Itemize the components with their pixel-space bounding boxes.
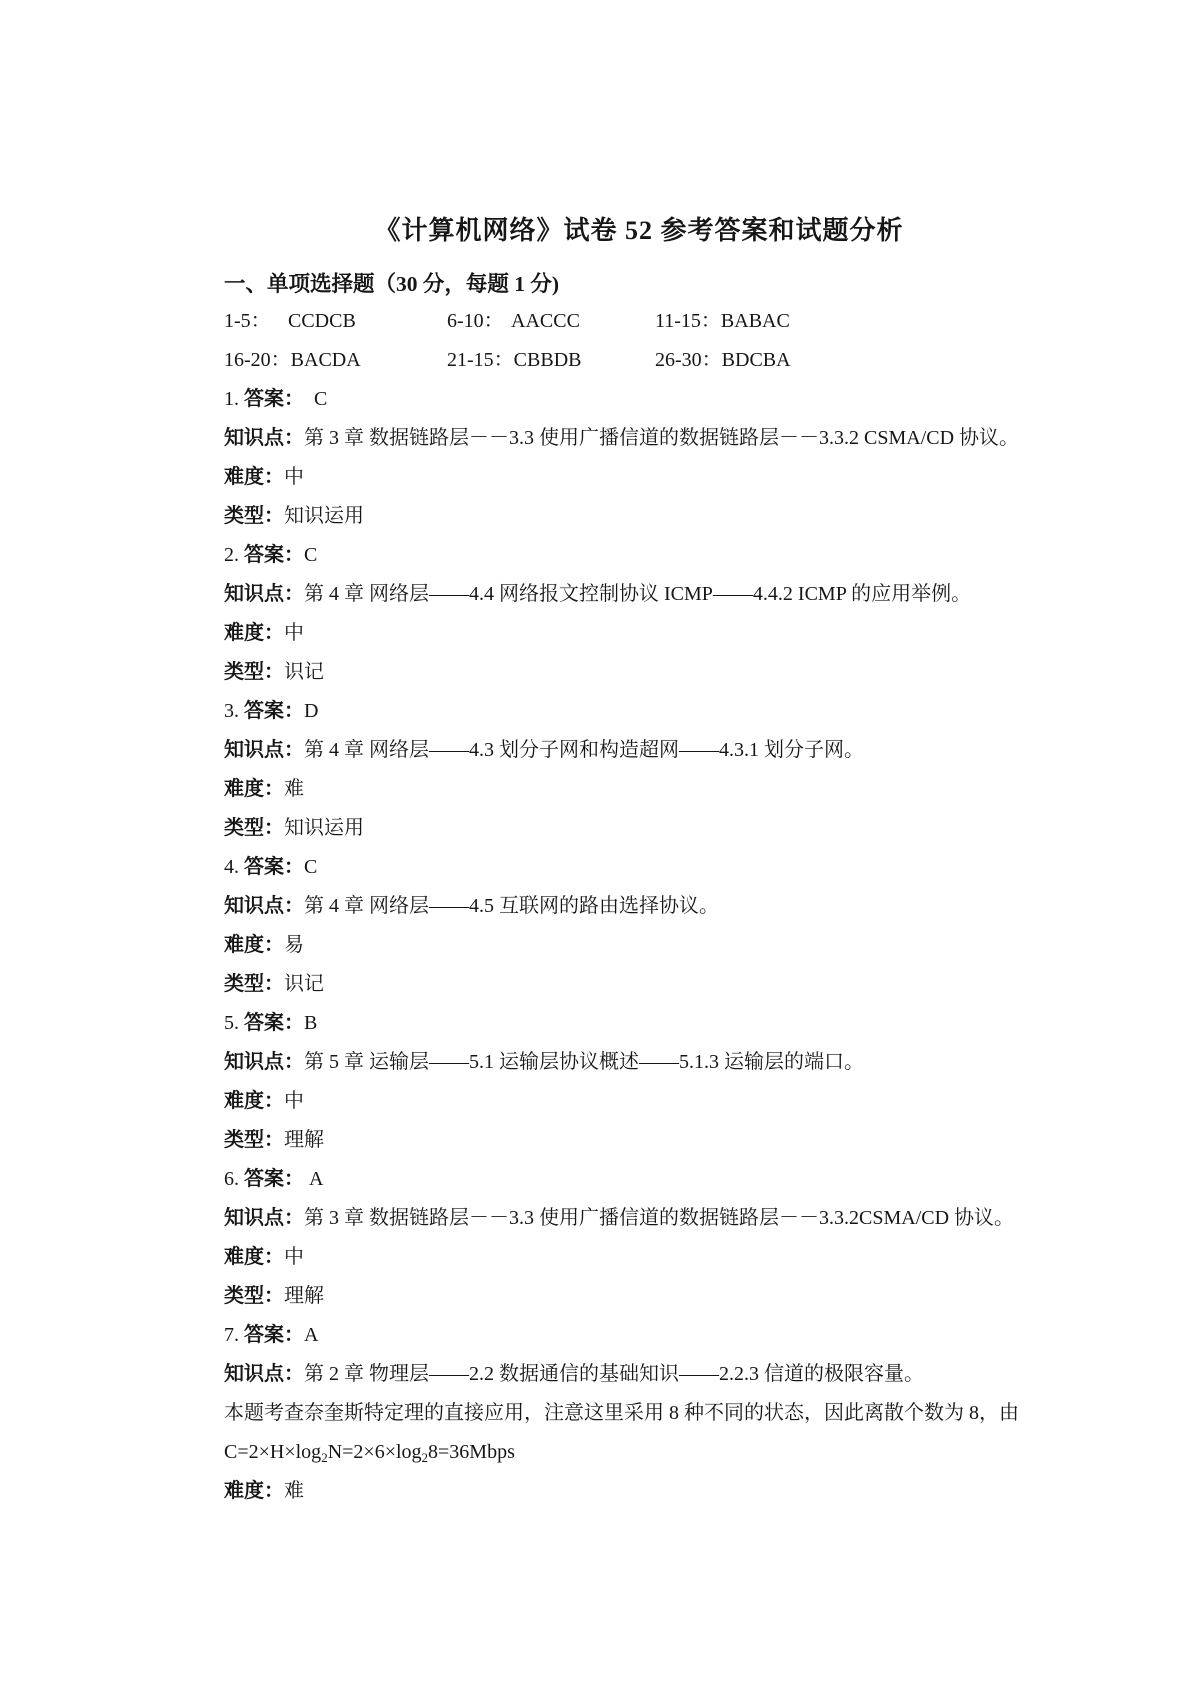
difficulty-label: 难度： xyxy=(224,1246,284,1268)
type-label: 类型： xyxy=(224,505,284,527)
type-line xyxy=(224,1277,1054,1316)
knowledge-point-line xyxy=(224,419,1054,458)
answer-letters: BACDA xyxy=(290,349,361,371)
answer-summary-cell xyxy=(655,341,1054,380)
answer-value: B xyxy=(304,1012,318,1034)
difficulty-line xyxy=(224,458,1054,497)
difficulty-label: 难度： xyxy=(224,1090,284,1112)
answer-range: 6-10： xyxy=(447,310,504,332)
knowledge-point-text: 第 2 章 物理层——2.2 数据通信的基础知识——2.2.3 信道的极限容量。 xyxy=(304,1363,924,1385)
answer-line xyxy=(224,380,1054,419)
answer-letters: BABAC xyxy=(720,310,790,332)
question-number: 4. xyxy=(224,856,244,878)
knowledge-point-line xyxy=(224,575,1054,614)
formula-part: N=2×6×log xyxy=(327,1441,422,1463)
question-number: 1. xyxy=(224,388,244,410)
explanation-line: 本题考查奈奎斯特定理的直接应用，注意这里采用 8 种不同的状态，因此离散个数为 8，由 xyxy=(224,1402,1019,1424)
answer-summary-cell xyxy=(447,302,655,341)
difficulty-label: 难度： xyxy=(224,622,284,644)
type-label: 类型： xyxy=(224,1285,284,1307)
page-title: 《计算机网络》试卷 52 参考答案和试题分析 xyxy=(374,216,904,245)
answer-summary-row xyxy=(224,302,1054,341)
difficulty-value: 中 xyxy=(284,1090,304,1112)
answer-label: 答案： xyxy=(244,1324,304,1346)
answer-value: A xyxy=(304,1324,319,1346)
difficulty-value: 中 xyxy=(284,466,304,488)
answer-range: 21-15： xyxy=(447,349,514,371)
difficulty-label: 难度： xyxy=(224,934,284,956)
section-heading: 一、单项选择题（30 分，每题 1 分) xyxy=(224,272,560,296)
knowledge-point-line xyxy=(224,1355,1054,1394)
question-number: 7. xyxy=(224,1324,244,1346)
formula-subscript: 2 xyxy=(421,1450,429,1465)
answer-value: C xyxy=(304,856,318,878)
knowledge-point-text: 第 4 章 网络层——4.3 划分子网和构造超网——4.3.1 划分子网。 xyxy=(304,739,864,761)
answer-label: 答案： xyxy=(244,856,304,878)
difficulty-value: 难 xyxy=(284,1480,304,1502)
knowledge-point-text: 第 4 章 网络层——4.5 互联网的路由选择协议。 xyxy=(304,895,719,917)
type-value: 知识运用 xyxy=(284,505,364,527)
answer-letters: AACCC xyxy=(511,310,580,332)
difficulty-line xyxy=(224,926,1054,965)
difficulty-label: 难度： xyxy=(224,466,284,488)
type-label: 类型： xyxy=(224,817,284,839)
answer-label: 答案： xyxy=(244,1168,304,1190)
answer-range: 26-30： xyxy=(655,349,722,371)
answer-range: 11-15： xyxy=(655,310,721,332)
answer-summary-cell xyxy=(224,341,447,380)
question-block xyxy=(224,536,1054,692)
difficulty-value: 易 xyxy=(284,934,304,956)
question-number: 5. xyxy=(224,1012,244,1034)
knowledge-point-label: 知识点： xyxy=(224,1207,304,1229)
type-value: 理解 xyxy=(284,1129,324,1151)
difficulty-label: 难度： xyxy=(224,1480,284,1502)
answer-value: A xyxy=(304,1168,324,1190)
difficulty-line xyxy=(224,770,1054,809)
answer-line xyxy=(224,1316,1054,1355)
answer-range: 16-20： xyxy=(224,349,291,371)
answer-range: 1-5： xyxy=(224,310,271,332)
answer-value: D xyxy=(304,700,319,722)
question-block xyxy=(224,1160,1054,1316)
question-number: 6. xyxy=(224,1168,244,1190)
knowledge-point-line xyxy=(224,887,1054,926)
answer-letters: BDCBA xyxy=(721,349,791,371)
answer-value: C xyxy=(304,388,328,410)
difficulty-value: 中 xyxy=(284,1246,304,1268)
difficulty-line xyxy=(224,1082,1054,1121)
answer-label: 答案： xyxy=(244,544,304,566)
question-block xyxy=(224,692,1054,848)
answer-letters: CCDCB xyxy=(288,310,356,332)
formula-part: C=2×H×log xyxy=(224,1441,322,1463)
type-value: 识记 xyxy=(284,973,324,995)
formula-part: 8=36Mbps xyxy=(428,1441,515,1463)
question-number: 2. xyxy=(224,544,244,566)
knowledge-point-label: 知识点： xyxy=(224,895,304,917)
difficulty-line xyxy=(224,1238,1054,1277)
question-block xyxy=(224,1316,1054,1511)
answer-summary-cell xyxy=(224,302,447,341)
type-value: 理解 xyxy=(284,1285,324,1307)
type-line xyxy=(224,497,1054,536)
knowledge-point-text: 第 3 章 数据链路层－－3.3 使用广播信道的数据链路层－－3.3.2CSMA/CD 协议。 xyxy=(304,1207,1015,1229)
answer-value: C xyxy=(304,544,318,566)
answer-summary-cell xyxy=(655,302,1054,341)
difficulty-value: 中 xyxy=(284,622,304,644)
question-number: 3. xyxy=(224,700,244,722)
knowledge-point-text: 第 4 章 网络层——4.4 网络报文控制协议 ICMP——4.4.2 ICMP 的应用举例。 xyxy=(304,583,972,605)
answer-label: 答案： xyxy=(244,700,304,722)
difficulty-value: 难 xyxy=(284,778,304,800)
type-line xyxy=(224,653,1054,692)
knowledge-point-text: 第 3 章 数据链路层－－3.3 使用广播信道的数据链路层－－3.3.2 CSMA/CD 协议。 xyxy=(304,427,1020,449)
answer-line xyxy=(224,1004,1054,1043)
answer-label: 答案： xyxy=(244,388,304,410)
knowledge-point-line xyxy=(224,1199,1054,1238)
answer-line xyxy=(224,536,1054,575)
answer-summary-cell xyxy=(447,341,655,380)
knowledge-point-line xyxy=(224,731,1054,770)
document-content xyxy=(224,0,1054,1511)
type-label: 类型： xyxy=(224,1129,284,1151)
answer-label: 答案： xyxy=(244,1012,304,1034)
knowledge-point-text: 第 5 章 运输层——5.1 运输层协议概述——5.1.3 运输层的端口。 xyxy=(304,1051,864,1073)
type-label: 类型： xyxy=(224,661,284,683)
knowledge-point-line xyxy=(224,1043,1054,1082)
type-line xyxy=(224,809,1054,848)
type-value: 知识运用 xyxy=(284,817,364,839)
knowledge-point-label: 知识点： xyxy=(224,1051,304,1073)
difficulty-label: 难度： xyxy=(224,778,284,800)
type-value: 识记 xyxy=(284,661,324,683)
formula-line xyxy=(224,1433,1054,1472)
formula-subscript: 2 xyxy=(321,1450,328,1465)
answer-summary-row xyxy=(224,341,1054,380)
knowledge-point-label: 知识点： xyxy=(224,427,304,449)
question-block xyxy=(224,1004,1054,1160)
type-line xyxy=(224,965,1054,1004)
type-line xyxy=(224,1121,1054,1160)
question-block xyxy=(224,380,1054,536)
knowledge-point-label: 知识点： xyxy=(224,1363,304,1385)
type-label: 类型： xyxy=(224,973,284,995)
knowledge-point-label: 知识点： xyxy=(224,583,304,605)
knowledge-point-label: 知识点： xyxy=(224,739,304,761)
question-block xyxy=(224,848,1054,1004)
difficulty-line xyxy=(224,1472,1054,1511)
answer-line xyxy=(224,1160,1054,1199)
answer-line xyxy=(224,848,1054,887)
difficulty-line xyxy=(224,614,1054,653)
answer-letters: CBBDB xyxy=(513,349,582,371)
answer-line xyxy=(224,692,1054,731)
